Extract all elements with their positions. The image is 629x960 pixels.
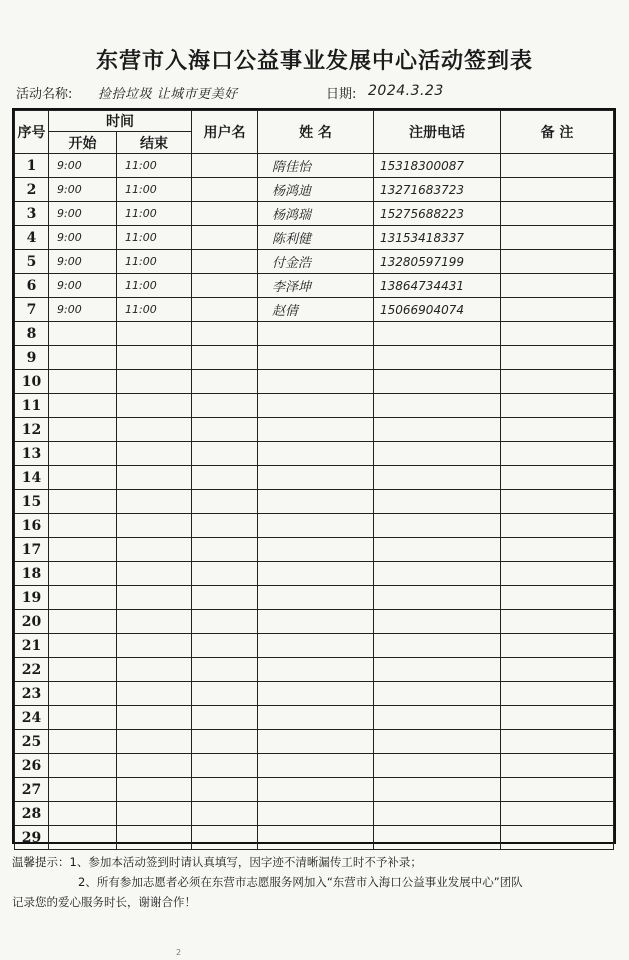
row-end-time: 11:00	[117, 178, 192, 202]
row-username	[192, 154, 258, 178]
row-seq: 10	[15, 370, 49, 394]
row-seq: 1	[15, 154, 49, 178]
row-name	[258, 778, 374, 802]
row-seq: 16	[15, 514, 49, 538]
row-start-time	[49, 706, 117, 730]
row-start-time	[49, 610, 117, 634]
row-seq: 13	[15, 442, 49, 466]
row-username	[192, 586, 258, 610]
row-phone	[374, 586, 501, 610]
row-seq: 19	[15, 586, 49, 610]
row-remark	[501, 394, 614, 418]
row-phone	[374, 778, 501, 802]
row-seq: 7	[15, 298, 49, 322]
row-end-time	[117, 490, 192, 514]
header-remark: 备 注	[501, 111, 614, 154]
row-start-time	[49, 442, 117, 466]
row-username	[192, 394, 258, 418]
row-phone	[374, 466, 501, 490]
table-row	[15, 490, 614, 514]
date-value: 2024.3.23	[368, 83, 444, 99]
row-name	[258, 658, 374, 682]
row-phone	[374, 610, 501, 634]
row-remark	[501, 634, 614, 658]
note-line-2: 2、所有参加志愿者必须在东营市志愿服务网加入“东营市入海口公益事业发展中心”团队	[78, 875, 523, 889]
row-seq: 29	[15, 826, 49, 850]
row-username	[192, 370, 258, 394]
row-phone	[374, 514, 501, 538]
row-end-time	[117, 418, 192, 442]
row-seq: 25	[15, 730, 49, 754]
row-seq: 5	[15, 250, 49, 274]
row-end-time	[117, 562, 192, 586]
row-end-time	[117, 802, 192, 826]
table-row	[15, 778, 614, 802]
row-end-time	[117, 826, 192, 850]
row-username	[192, 610, 258, 634]
row-phone	[374, 634, 501, 658]
row-start-time	[49, 826, 117, 850]
table-row	[15, 346, 614, 370]
row-username	[192, 754, 258, 778]
row-end-time	[117, 538, 192, 562]
row-username	[192, 322, 258, 346]
row-start-time	[49, 658, 117, 682]
row-phone: 13280597199	[374, 250, 501, 274]
row-username	[192, 778, 258, 802]
table-row	[15, 274, 614, 298]
table-row	[15, 226, 614, 250]
header-name: 姓 名	[258, 111, 374, 154]
row-username	[192, 250, 258, 274]
table-row	[15, 322, 614, 346]
row-start-time	[49, 730, 117, 754]
row-end-time: 11:00	[117, 154, 192, 178]
row-end-time: 11:00	[117, 298, 192, 322]
row-remark	[501, 466, 614, 490]
row-start-time	[49, 538, 117, 562]
activity-info	[16, 83, 616, 105]
row-name	[258, 562, 374, 586]
row-end-time	[117, 682, 192, 706]
row-end-time	[117, 514, 192, 538]
row-remark	[501, 682, 614, 706]
row-name	[258, 634, 374, 658]
date-label: 日期:	[326, 87, 357, 102]
row-username	[192, 274, 258, 298]
row-remark	[501, 730, 614, 754]
row-name	[258, 346, 374, 370]
row-start-time	[49, 634, 117, 658]
row-start-time	[49, 682, 117, 706]
row-start-time: 9:00	[49, 226, 117, 250]
row-name: 付金浩	[258, 250, 374, 274]
row-remark	[501, 154, 614, 178]
row-start-time: 9:00	[49, 298, 117, 322]
table-row	[15, 682, 614, 706]
row-end-time	[117, 610, 192, 634]
row-name: 赵倩	[258, 298, 374, 322]
row-phone	[374, 370, 501, 394]
row-name: 隋佳怡	[258, 154, 374, 178]
row-seq: 2	[15, 178, 49, 202]
row-remark	[501, 514, 614, 538]
row-name	[258, 394, 374, 418]
row-remark	[501, 346, 614, 370]
row-username	[192, 202, 258, 226]
row-phone: 15275688223	[374, 202, 501, 226]
row-seq: 3	[15, 202, 49, 226]
row-name	[258, 682, 374, 706]
row-phone	[374, 322, 501, 346]
row-remark	[501, 658, 614, 682]
row-start-time: 9:00	[49, 274, 117, 298]
row-remark	[501, 298, 614, 322]
table-row	[15, 562, 614, 586]
row-start-time: 9:00	[49, 178, 117, 202]
row-seq: 18	[15, 562, 49, 586]
row-username	[192, 418, 258, 442]
page-number: 2	[176, 948, 182, 957]
row-end-time	[117, 706, 192, 730]
row-seq: 4	[15, 226, 49, 250]
row-seq: 14	[15, 466, 49, 490]
table-row	[15, 298, 614, 322]
row-phone	[374, 730, 501, 754]
table-row	[15, 250, 614, 274]
row-start-time: 9:00	[49, 250, 117, 274]
row-remark	[501, 826, 614, 850]
row-name	[258, 586, 374, 610]
table-row	[15, 634, 614, 658]
row-end-time	[117, 322, 192, 346]
row-phone	[374, 394, 501, 418]
row-phone	[374, 442, 501, 466]
row-start-time	[49, 802, 117, 826]
row-start-time	[49, 514, 117, 538]
row-name: 杨鸿迪	[258, 178, 374, 202]
row-username	[192, 490, 258, 514]
row-remark	[501, 610, 614, 634]
row-seq: 27	[15, 778, 49, 802]
row-name	[258, 370, 374, 394]
row-seq: 26	[15, 754, 49, 778]
row-name	[258, 754, 374, 778]
note-line-3: 记录您的爱心服务时长，谢谢合作！	[12, 895, 196, 909]
table-row	[15, 202, 614, 226]
activity-name-value: 捡拾垃圾 让城市更美好	[98, 87, 238, 102]
row-remark	[501, 178, 614, 202]
row-seq: 12	[15, 418, 49, 442]
row-start-time	[49, 346, 117, 370]
row-name	[258, 418, 374, 442]
row-phone: 15066904074	[374, 298, 501, 322]
row-end-time	[117, 778, 192, 802]
row-phone	[374, 538, 501, 562]
row-username	[192, 346, 258, 370]
table-row	[15, 658, 614, 682]
row-start-time: 9:00	[49, 154, 117, 178]
row-seq: 23	[15, 682, 49, 706]
row-name	[258, 514, 374, 538]
row-name	[258, 442, 374, 466]
row-name: 李泽坤	[258, 274, 374, 298]
row-remark	[501, 250, 614, 274]
row-end-time	[117, 394, 192, 418]
table-row	[15, 538, 614, 562]
row-end-time	[117, 466, 192, 490]
row-remark	[501, 418, 614, 442]
table-row	[15, 394, 614, 418]
row-username	[192, 298, 258, 322]
row-seq: 15	[15, 490, 49, 514]
note-line-1: 温馨提示：1、参加本活动签到时请认真填写，因字迹不清晰漏传工时不予补录；	[12, 855, 422, 869]
row-seq: 24	[15, 706, 49, 730]
row-start-time	[49, 418, 117, 442]
row-name	[258, 610, 374, 634]
row-name: 杨鸿瑞	[258, 202, 374, 226]
header-username: 用户名	[192, 111, 258, 154]
row-start-time	[49, 370, 117, 394]
row-name	[258, 706, 374, 730]
notes	[12, 852, 616, 912]
row-start-time	[49, 490, 117, 514]
header-phone: 注册电话	[374, 111, 501, 154]
row-start-time: 9:00	[49, 202, 117, 226]
row-end-time: 11:00	[117, 202, 192, 226]
row-phone: 13864734431	[374, 274, 501, 298]
table-row	[15, 370, 614, 394]
row-username	[192, 730, 258, 754]
row-phone	[374, 658, 501, 682]
row-remark	[501, 442, 614, 466]
row-phone	[374, 706, 501, 730]
row-end-time	[117, 370, 192, 394]
row-remark	[501, 202, 614, 226]
row-seq: 28	[15, 802, 49, 826]
row-end-time: 11:00	[117, 226, 192, 250]
row-name	[258, 730, 374, 754]
row-seq: 17	[15, 538, 49, 562]
row-seq: 20	[15, 610, 49, 634]
row-end-time: 11:00	[117, 250, 192, 274]
row-username	[192, 634, 258, 658]
row-name	[258, 826, 374, 850]
row-remark	[501, 274, 614, 298]
row-start-time	[49, 586, 117, 610]
row-phone	[374, 826, 501, 850]
row-username	[192, 706, 258, 730]
table-row	[15, 178, 614, 202]
row-end-time	[117, 658, 192, 682]
row-name	[258, 802, 374, 826]
row-name: 陈利健	[258, 226, 374, 250]
row-username	[192, 802, 258, 826]
row-username	[192, 442, 258, 466]
row-remark	[501, 322, 614, 346]
row-phone	[374, 346, 501, 370]
row-phone	[374, 682, 501, 706]
row-end-time	[117, 730, 192, 754]
row-end-time	[117, 442, 192, 466]
activity-name-label: 活动名称:	[16, 87, 73, 102]
row-phone	[374, 802, 501, 826]
row-remark	[501, 586, 614, 610]
row-username	[192, 538, 258, 562]
row-seq: 11	[15, 394, 49, 418]
row-name	[258, 322, 374, 346]
row-remark	[501, 802, 614, 826]
table-row	[15, 514, 614, 538]
table-row	[15, 610, 614, 634]
header-end: 结束	[117, 132, 192, 154]
table-row	[15, 754, 614, 778]
table-row	[15, 586, 614, 610]
row-remark	[501, 226, 614, 250]
row-remark	[501, 754, 614, 778]
row-end-time	[117, 754, 192, 778]
table-row	[15, 418, 614, 442]
row-start-time	[49, 322, 117, 346]
page-title: 东营市入海口公益事业发展中心活动签到表	[95, 48, 533, 74]
row-username	[192, 658, 258, 682]
row-seq: 22	[15, 658, 49, 682]
row-seq: 8	[15, 322, 49, 346]
table-row	[15, 826, 614, 850]
row-remark	[501, 562, 614, 586]
row-phone	[374, 562, 501, 586]
row-username	[192, 226, 258, 250]
table-row	[15, 442, 614, 466]
row-username	[192, 826, 258, 850]
row-remark	[501, 370, 614, 394]
header-start: 开始	[49, 132, 117, 154]
row-end-time	[117, 586, 192, 610]
table-row	[15, 154, 614, 178]
table-row	[15, 466, 614, 490]
row-phone	[374, 754, 501, 778]
row-phone: 13271683723	[374, 178, 501, 202]
row-username	[192, 466, 258, 490]
row-remark	[501, 538, 614, 562]
table-row	[15, 802, 614, 826]
row-phone	[374, 418, 501, 442]
row-start-time	[49, 562, 117, 586]
row-username	[192, 514, 258, 538]
row-start-time	[49, 466, 117, 490]
row-seq: 9	[15, 346, 49, 370]
table-row	[15, 730, 614, 754]
header-seq: 序号	[15, 111, 49, 154]
table-row	[15, 706, 614, 730]
row-username	[192, 682, 258, 706]
row-end-time	[117, 634, 192, 658]
row-start-time	[49, 754, 117, 778]
row-end-time	[117, 346, 192, 370]
row-username	[192, 178, 258, 202]
row-name	[258, 538, 374, 562]
row-remark	[501, 490, 614, 514]
row-remark	[501, 778, 614, 802]
row-remark	[501, 706, 614, 730]
row-name	[258, 490, 374, 514]
row-end-time: 11:00	[117, 274, 192, 298]
row-phone: 15318300087	[374, 154, 501, 178]
row-seq: 21	[15, 634, 49, 658]
row-seq: 6	[15, 274, 49, 298]
row-username	[192, 562, 258, 586]
signin-table	[12, 108, 616, 844]
header-time: 时间	[49, 111, 192, 132]
row-name	[258, 466, 374, 490]
row-start-time	[49, 778, 117, 802]
row-start-time	[49, 394, 117, 418]
row-phone	[374, 490, 501, 514]
row-phone: 13153418337	[374, 226, 501, 250]
